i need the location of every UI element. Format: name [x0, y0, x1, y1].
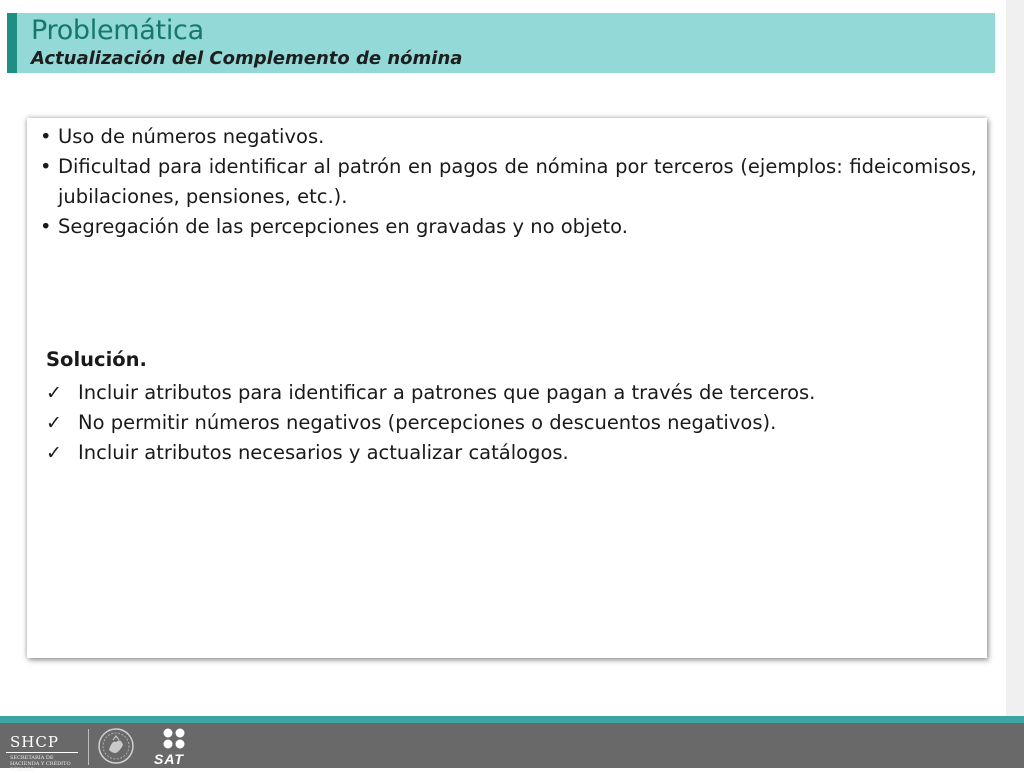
solution-item — [27, 438, 967, 468]
sat-logo-mark — [164, 729, 185, 749]
shcp-logo-subtext: SECRETARÍA DE HACIENDA Y CRÉDITO PÚBLICO — [10, 755, 71, 773]
solution-item — [27, 408, 967, 438]
sat-logo-text: SAT — [154, 751, 184, 767]
checkmark-icon: ✓ — [46, 412, 62, 434]
problem-list — [27, 122, 977, 242]
problem-text: Segregación de las percepciones en gravadas y no objeto. — [58, 215, 628, 238]
problem-item — [27, 152, 977, 212]
problem-text: Dificultad para identificar al patrón en pagos de nómina por terceros (ejemplos: fideicomisos, jubilaciones, pensiones, etc.). — [58, 155, 977, 208]
bullet-icon: • — [40, 215, 52, 238]
page-subtitle: Actualización del Complemento de nómina — [31, 48, 463, 69]
checkmark-icon: ✓ — [46, 382, 62, 404]
solution-text: Incluir atributos para identificar a patrones que pagan a través de terceros. — [78, 381, 816, 404]
national-seal-icon — [96, 726, 136, 766]
bullet-icon: • — [40, 155, 52, 178]
checkmark-icon: ✓ — [46, 442, 62, 464]
shcp-logo-rule — [6, 752, 78, 753]
slide-header — [7, 13, 995, 73]
shcp-logo-text: SHCP — [10, 733, 59, 751]
sat-logo — [152, 727, 198, 767]
problem-text: Uso de números negativos. — [58, 125, 325, 148]
solution-heading: Solución. — [46, 348, 147, 371]
shcp-logo — [6, 733, 82, 773]
page-title: Problemática — [31, 15, 204, 46]
problem-item — [27, 122, 977, 152]
solution-item — [27, 378, 967, 408]
content-box — [27, 118, 987, 658]
solution-text: Incluir atributos necesarios y actualizar catálogos. — [78, 441, 569, 464]
solution-list — [27, 378, 967, 468]
right-edge-strip — [1006, 0, 1024, 716]
solution-text: No permitir números negativos (percepciones o descuentos negativos). — [78, 411, 777, 434]
footer — [0, 723, 1024, 773]
bullet-icon: • — [40, 125, 52, 148]
footer-accent-bar — [0, 716, 1024, 723]
problem-item — [27, 212, 977, 242]
footer-divider — [88, 729, 89, 765]
header-accent-bar — [7, 13, 17, 73]
